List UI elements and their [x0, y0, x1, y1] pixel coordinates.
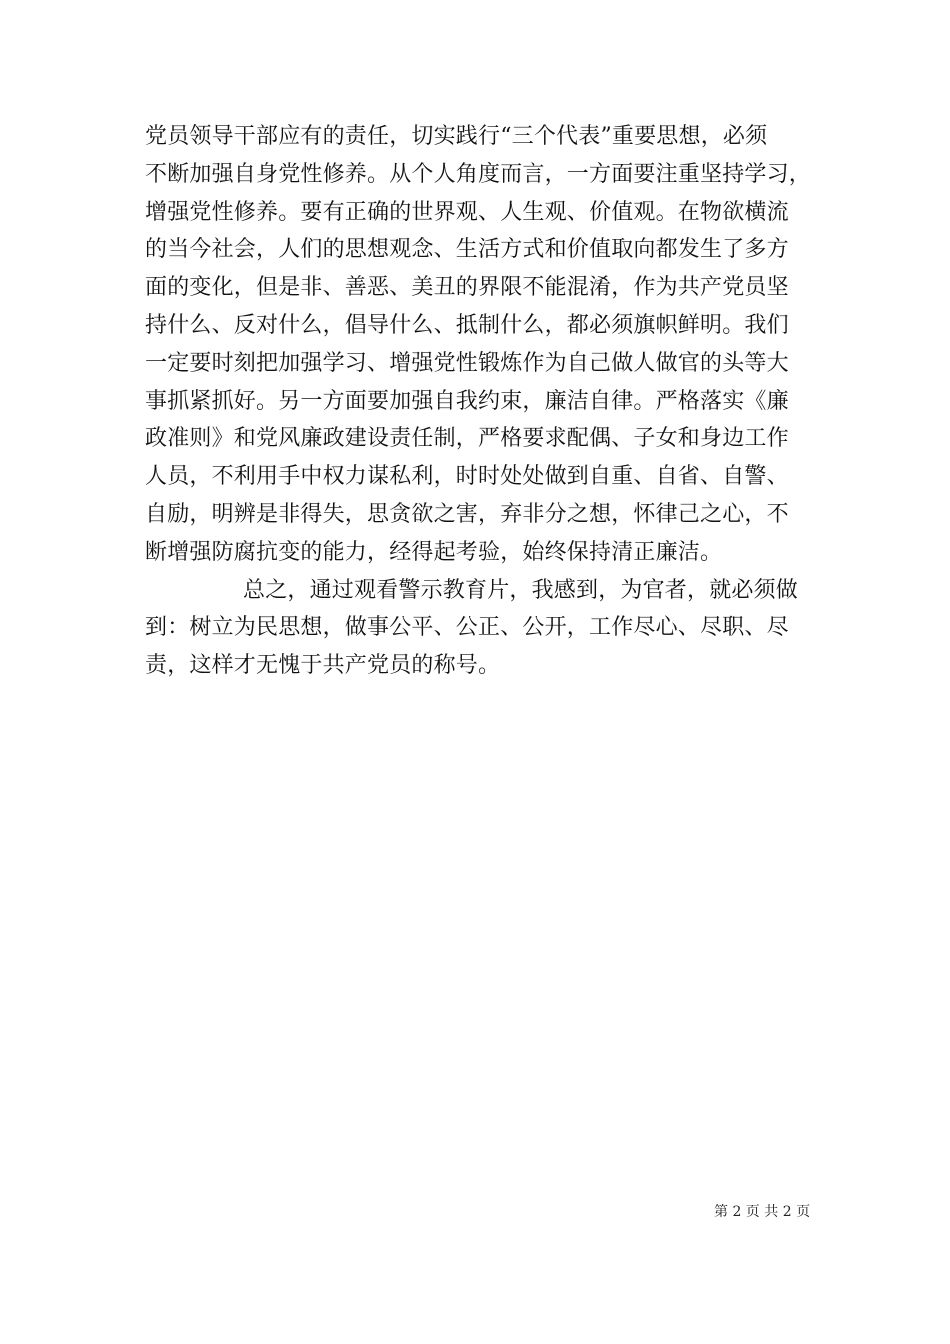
paragraph-line: 断增强防腐抗变的能力，经得起考验，始终保持清正廉洁。	[145, 539, 723, 565]
paragraph-line: 面的变化，但是非、善恶、美丑的界限不能混淆，作为共产党员坚	[145, 275, 789, 301]
paragraph-line: 党员领导干部应有的责任，切实践行“三个代表”重要思想，必须	[145, 124, 768, 149]
paragraph-line: 一定要时刻把加强学习、增强党性锻炼作为自己做人做官的头等大	[145, 350, 789, 376]
page-number-footer: 第 2 页 共 2 页	[714, 1204, 811, 1220]
paragraph-line: 的当今社会，人们的思想观念、生活方式和价值取向都发生了多方	[145, 237, 789, 263]
paragraph-line: 不断加强自身党性修养。从个人角度而言，一方面要注重坚持学习，	[145, 161, 812, 187]
paragraph-line: 责，这样才无愧于共产党员的称号。	[145, 653, 501, 679]
document-body	[145, 118, 810, 685]
paragraph-line: 增强党性修养。要有正确的世界观、人生观、价值观。在物欲横流	[145, 199, 789, 225]
paragraph-line: 持什么、反对什么，倡导什么、抵制什么，都必须旗帜鲜明。我们	[145, 312, 789, 338]
paragraph-1	[145, 118, 810, 572]
paragraph-line: 人员，不利用手中权力谋私利，时时处处做到自重、自省、自警、	[145, 464, 789, 490]
paragraph-line: 事抓紧抓好。另一方面要加强自我约束，廉洁自律。严格落实《廉	[145, 388, 789, 414]
paragraph-line: 政准则》和党风廉政建设责任制，严格要求配偶、子女和身边工作	[145, 426, 789, 452]
paragraph-line: 到：树立为民思想，做事公平、公正、公开，工作尽心、尽职、尽	[145, 615, 789, 641]
paragraph-2	[145, 572, 810, 685]
paragraph-line: 自励，明辨是非得失，思贪欲之害，弃非分之想，怀律己之心，不	[145, 501, 789, 527]
paragraph-line: 总之，通过观看警示教育片，我感到，为官者，就必须做	[243, 577, 799, 603]
